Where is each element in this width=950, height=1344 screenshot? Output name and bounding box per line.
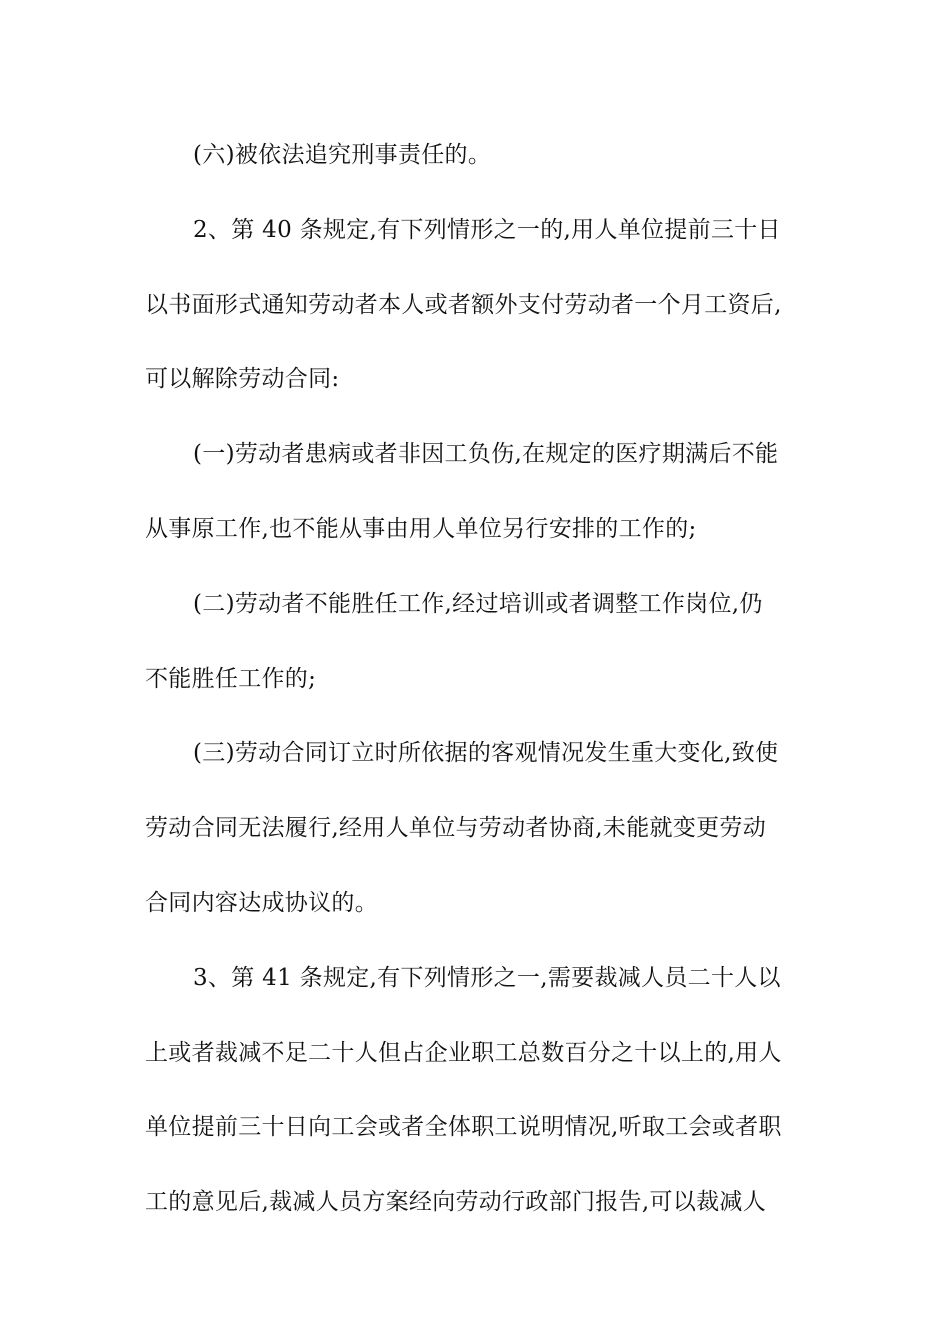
paragraph-line: 可以解除劳动合同: <box>145 366 340 393</box>
paragraph-line: 3、第 41 条规定,有下列情形之一,需要裁减人员二十人以 <box>193 964 781 991</box>
paragraph-line: (六)被依法追究刑事责任的。 <box>193 142 492 168</box>
paragraph-line: 上或者裁减不足二十人但占企业职工总数百分之十以上的,用人 <box>145 1039 782 1066</box>
paragraph-line: 合同内容达成协议的。 <box>145 889 378 916</box>
paragraph-line: 以书面形式通知劳动者本人或者额外支付劳动者一个月工资后, <box>145 291 782 318</box>
paragraph-line: (一)劳动者患病或者非因工负伤,在规定的医疗期满后不能 <box>193 441 779 468</box>
paragraph-line: 2、第 40 条规定,有下列情形之一的,用人单位提前三十日 <box>193 216 781 243</box>
paragraph-line: (二)劳动者不能胜任工作,经过培训或者调整工作岗位,仍 <box>193 590 763 617</box>
paragraph-line: 单位提前三十日向工会或者全体职工说明情况,听取工会或者职 <box>145 1114 782 1141</box>
paragraph-line: 从事原工作,也不能从事由用人单位另行安排的工作的; <box>145 515 697 542</box>
paragraph-line: 劳动合同无法履行,经用人单位与劳动者协商,未能就变更劳动 <box>145 815 767 842</box>
document-body <box>145 118 807 1240</box>
paragraph-line: 工的意见后,裁减人员方案经向劳动行政部门报告,可以裁减人 <box>145 1189 767 1216</box>
paragraph-line: 不能胜任工作的; <box>145 665 317 692</box>
paragraph-line: (三)劳动合同订立时所依据的客观情况发生重大变化,致使 <box>193 740 779 767</box>
